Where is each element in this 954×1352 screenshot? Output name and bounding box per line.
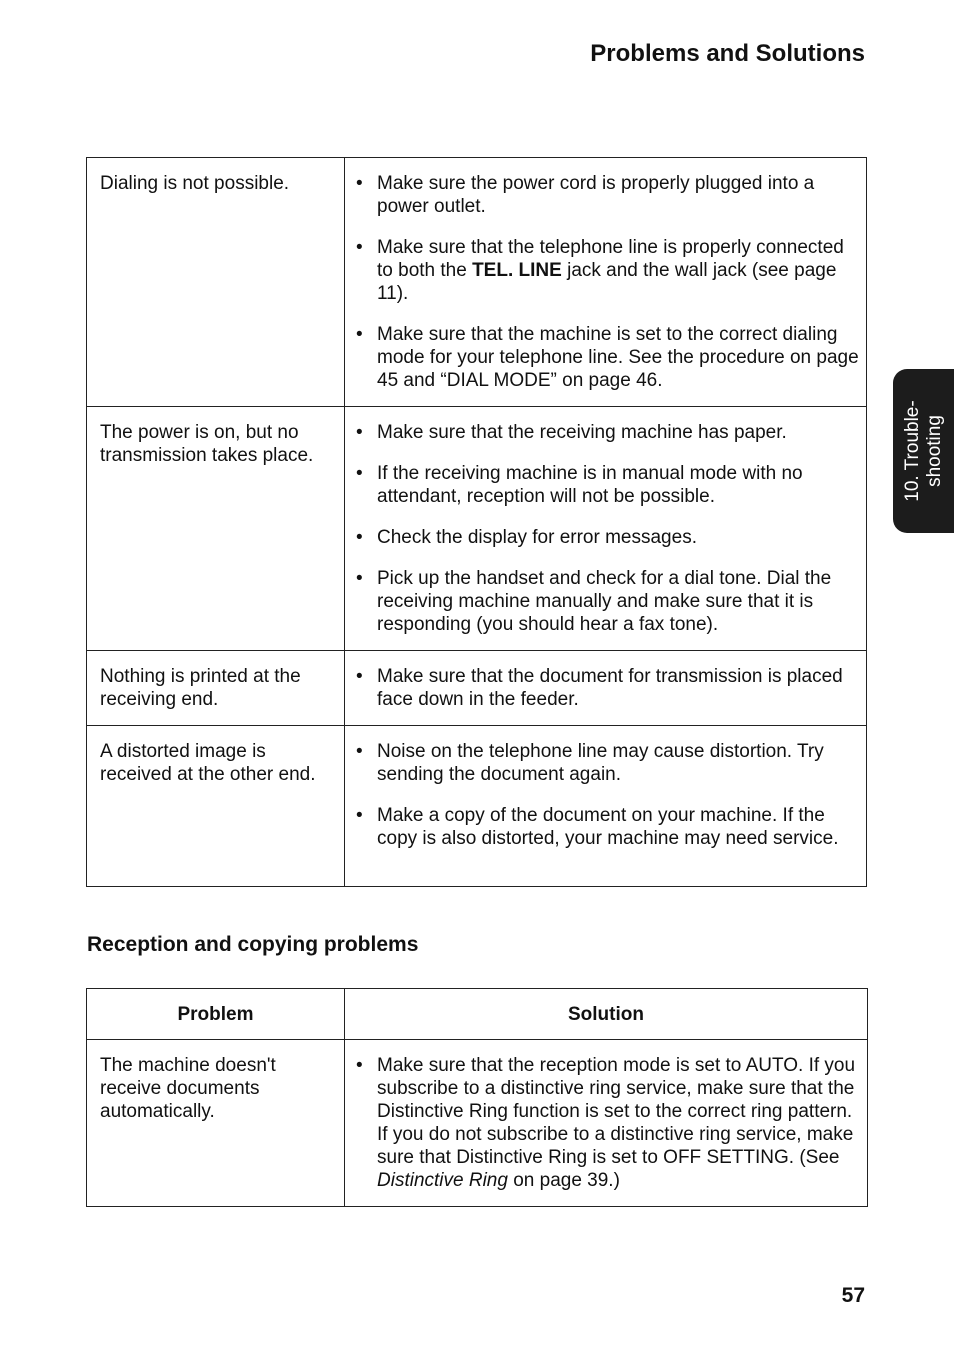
transmission-problems-table [86,157,867,887]
page-header-title: Problems and Solutions [590,40,865,67]
page-number: 57 [841,1284,865,1307]
problem-cell: A distorted image is received at the other end. [87,726,345,887]
solution-item [356,526,862,549]
column-header-solution: Solution [345,989,868,1040]
reception-problems-table [86,988,868,1207]
table-row [87,1040,868,1207]
solution-cell [345,726,867,887]
solution-item [356,740,862,786]
table-row [87,158,867,407]
solution-text: Pick up the handset and check for a dial tone. Dial the receiving machine manually and make sure that it is responding (you should hear a fax tone). [377,568,832,635]
problem-cell: Nothing is printed at the receiving end. [87,651,345,726]
bullet-icon: • [356,237,363,258]
solution-item [356,665,862,711]
bullet-icon: • [356,422,363,443]
solution-item [356,236,862,305]
bullet-icon: • [356,1055,363,1076]
solution-item [356,172,862,218]
solution-text: If the receiving machine is in manual mode with no attendant, reception will not be possible. [377,463,803,507]
solution-item [356,323,862,392]
solution-text: Make sure that the receiving machine has paper. [377,422,787,443]
bullet-icon: • [356,463,363,484]
table-row [87,651,867,726]
solution-item [356,421,862,444]
table-row [87,407,867,651]
solution-text: Make sure the power cord is properly plugged into a power outlet. [377,173,815,217]
bullet-icon: • [356,173,363,194]
bullet-icon: • [356,527,363,548]
solution-item [356,462,862,508]
solution-cell [345,651,867,726]
solution-text [377,1054,863,1192]
bullet-icon: • [356,568,363,589]
solution-text-part: jack and the wall jack (see page 11). [377,260,837,304]
solution-text: Noise on the telephone line may cause distortion. Try sending the document again. [377,741,824,785]
solution-cell [345,158,867,407]
problem-cell: The machine doesn't receive documents automatically. [87,1040,345,1207]
problem-cell: The power is on, but no transmission takes place. [87,407,345,651]
chapter-tab-line2: shooting [923,415,945,487]
solution-text-part: Make sure that the telephone line is properly connected to both the [377,237,844,281]
solution-text [377,236,862,305]
bullet-icon: • [356,666,363,687]
solution-text-part: on page 39.) [507,1170,620,1191]
column-header-problem: Problem [87,989,345,1040]
table-row [87,726,867,887]
section-title: Reception and copying problems [87,933,419,956]
solution-text: Make sure that the machine is set to the correct dialing mode for your telephone line. See the procedure on page 45 and “DIAL MODE” on page 46. [377,324,859,391]
solution-item [356,1054,863,1192]
problem-cell: Dialing is not possible. [87,158,345,407]
solution-text: Check the display for error messages. [377,527,697,548]
bullet-icon: • [356,805,363,826]
solution-cell [345,407,867,651]
solution-cell [345,1040,868,1207]
solution-text: Make sure that the document for transmission is placed face down in the feeder. [377,666,843,710]
solution-item [356,567,862,636]
table-header-row [87,989,868,1040]
tel-line-label: TEL. LINE [472,260,562,281]
chapter-tab-line1: 10. Trouble- [901,400,923,502]
chapter-tab-label [902,400,946,501]
distinctive-ring-reference: Distinctive Ring [377,1170,508,1191]
solution-text-part: Make sure that the reception mode is set to AUTO. If you subscribe to a distinctive ring service, make sure that the Distinctive Ring function is set to the correct ring pattern. If you do not subscribe to a distinctive ring service, make sure that Distinctive Ring is set to OFF SETTING. (See [377,1055,856,1168]
bullet-icon: • [356,741,363,762]
solution-text: Make a copy of the document on your machine. If the copy is also distorted, your machine may need service. [377,805,839,849]
bullet-icon: • [356,324,363,345]
solution-item [356,804,862,850]
chapter-side-tab[interactable] [893,369,954,533]
